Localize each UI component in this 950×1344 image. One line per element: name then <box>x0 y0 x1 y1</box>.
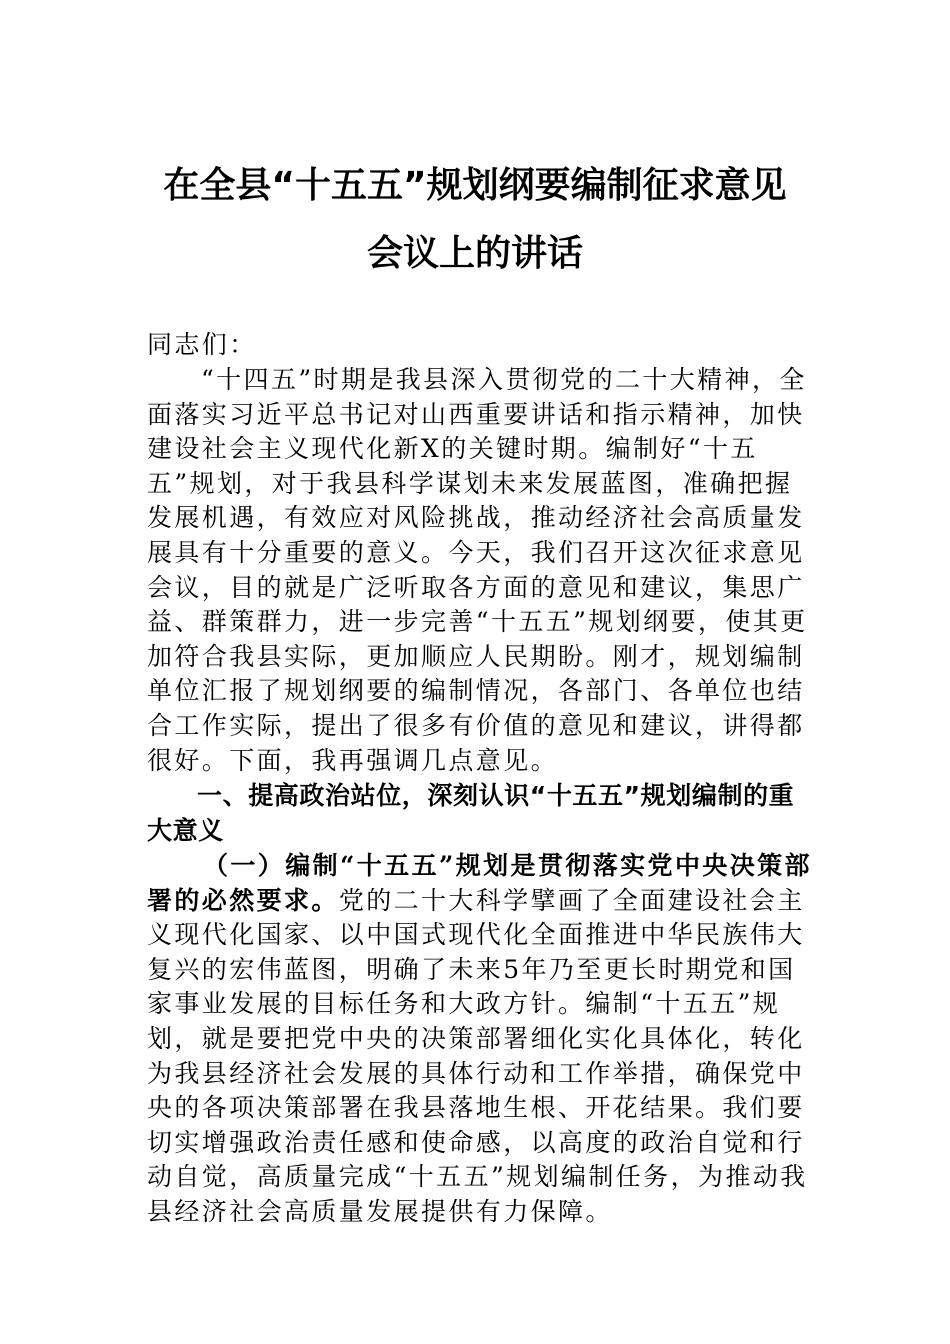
document-title-line-1: 在全县“十五五”规划纲要编制征求意见 <box>163 165 787 206</box>
salutation: 同志们： <box>147 330 257 359</box>
paragraph-section-1-1-body: 党的二十大科学擘画了全面建设社会主义现代化国家、以中国式现代化全面推进中华民族伟大复兴的宏伟蓝图，明确了未来5年乃至更长时期党和国家事业发展的目标任务和大政方针。编制“十五五”规划，就是要把党中央的决策部署细化实化具体化，转化为我县经济社会发展的具体行动和工作举措，确保党中央的各项决策部署在我县落地生根、开花结果。我们要切实增强政治责任感和使命感，以高度的政治自觉和行动自觉，高质量完成“十五五”规划编制任务，为推动我县经济社会高质量发展提供有力保障。 <box>147 885 808 1226</box>
document-title-line-2: 会议上的讲话 <box>366 233 583 274</box>
paragraph-section-1-1 <box>147 849 815 1230</box>
section-heading-1: 一、提高政治站位，深刻认识“十五五”规划编制的重大意义 <box>147 781 795 845</box>
paragraph-intro: “十四五”时期是我县深入贯彻党的二十大精神，全面落实习近平总书记对山西重要讲话和指示精神，加快建设社会主义现代化新X的关键时期。编制好“十五五”规划，对于我县科学谋划未来发展蓝图，准确把握发展机遇，有效应对风险挑战，推动经济社会高质量发展具有十分重要的意义。今天，我们召开这次征求意见会议，目的就是广泛听取各方面的意见和建议，集思广益、群策群力，进一步完善“十五五”规划纲要，使其更加符合我县实际，更加顺应人民期盼。刚才，规划编制单位汇报了规划纲要的编制情况，各部门、各单位也结合工作实际，提出了很多有价值的意见和建议，讲得都很好。下面，我再强调几点意见。 <box>147 365 808 775</box>
subheading-1: （一）编制“十五五”规划是贯彻落实党中央决策部署的必然要求。 <box>147 851 812 915</box>
